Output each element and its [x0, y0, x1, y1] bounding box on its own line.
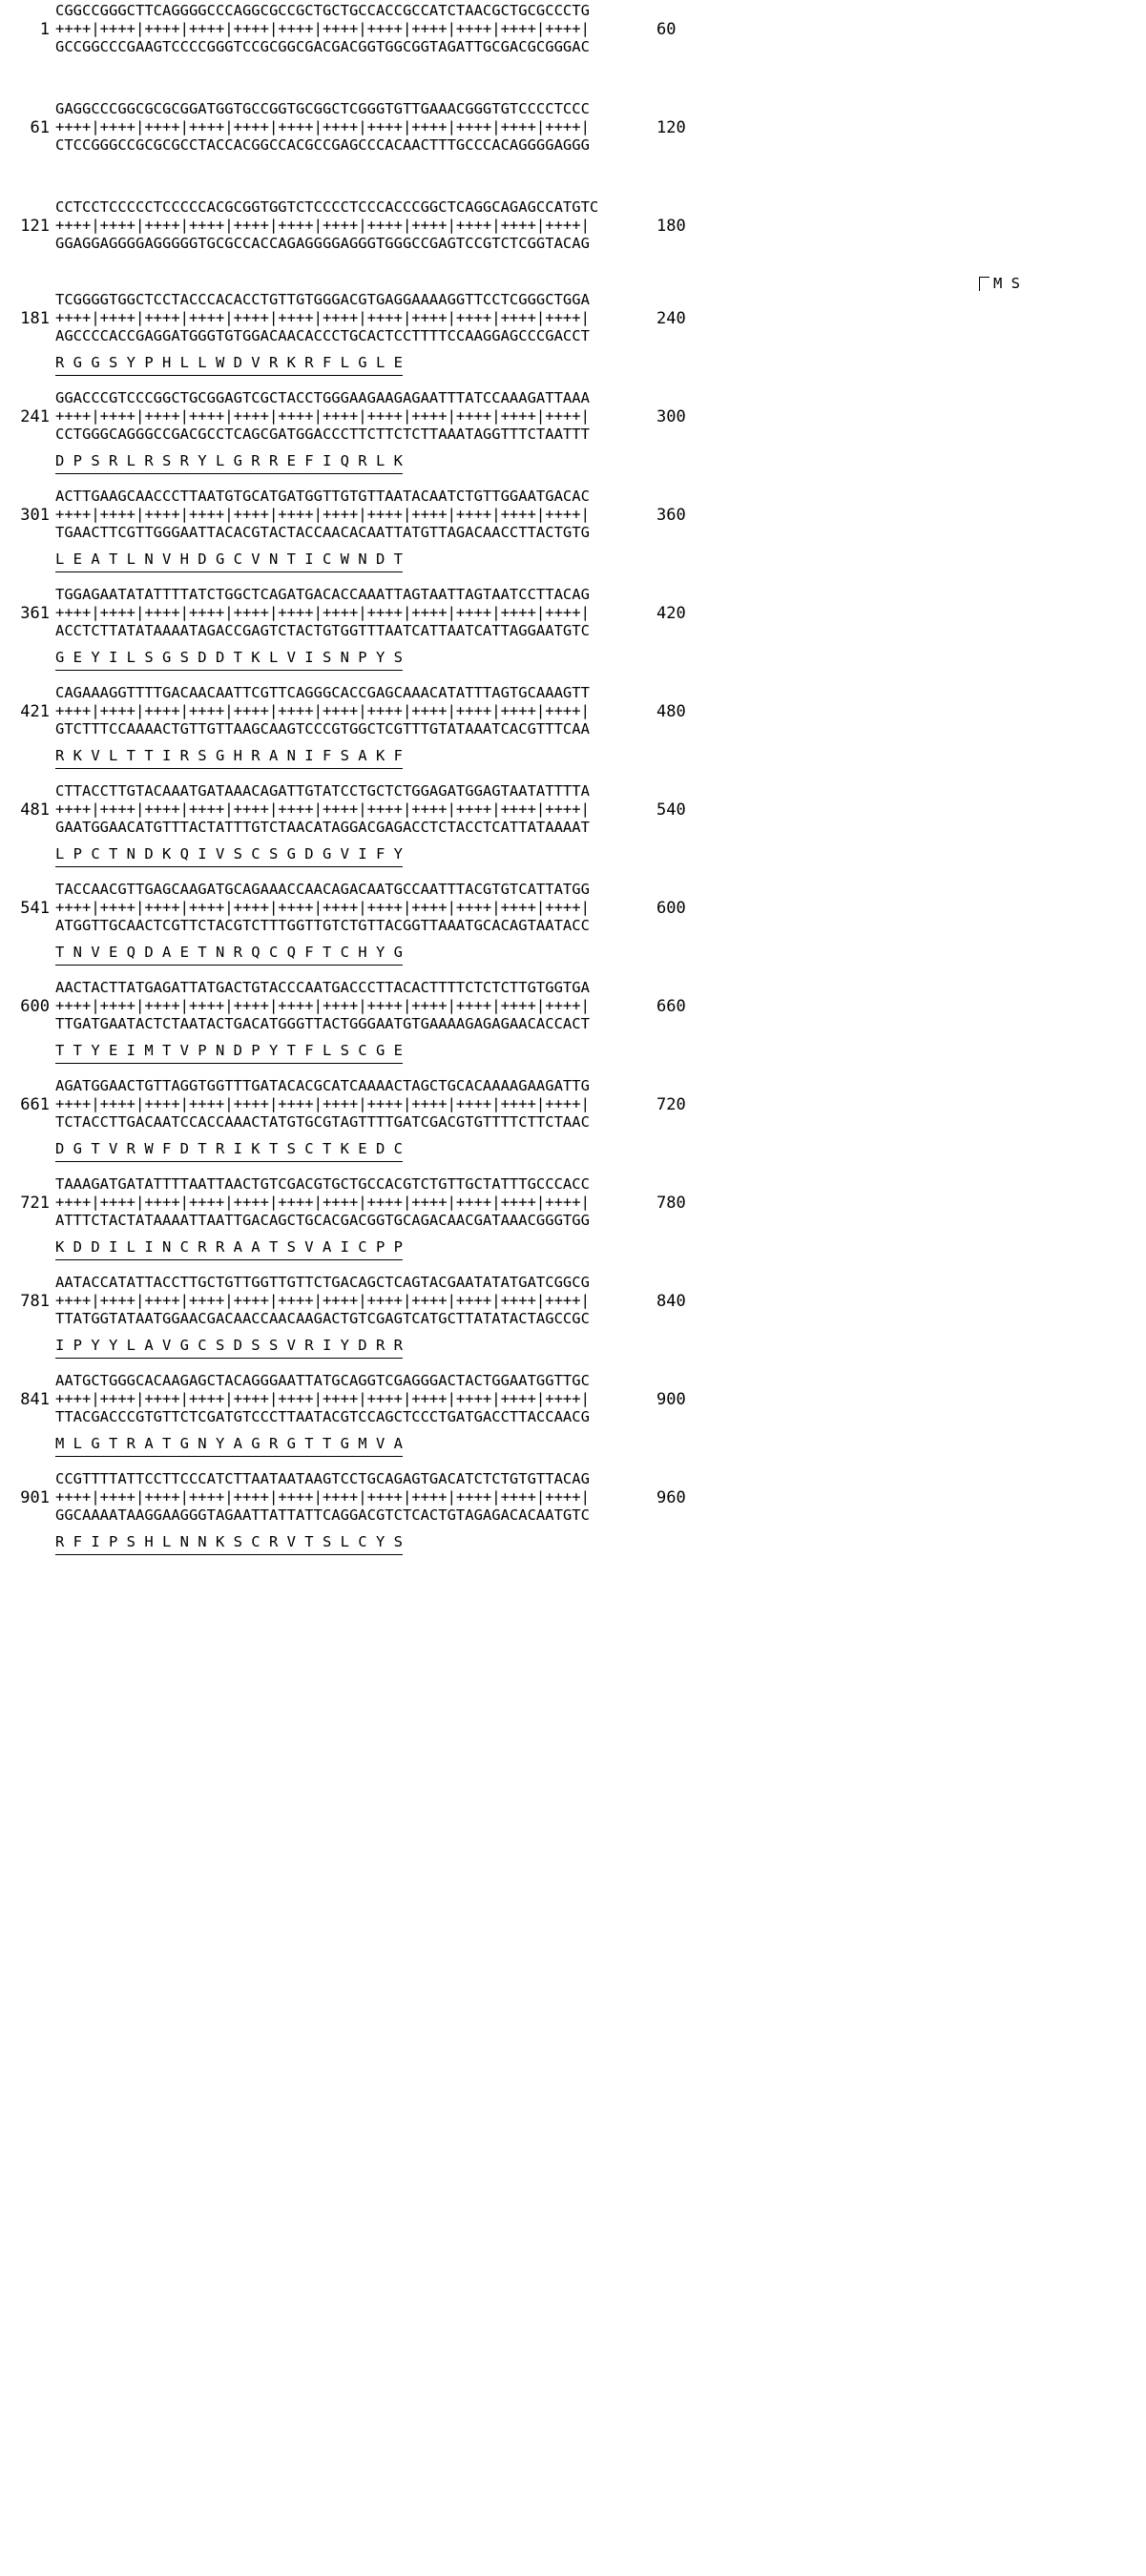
top-strand: CCGTTTTATTCCTTCCCATCTTAATAATAAGTCCTGCAGAGTGACATCTCTGTGTTACAG [55, 1470, 590, 1487]
top-strand: TCGGGGTGGCTCCTACCCACACCTGTTGTGGGACGTGAGGAAAAGGTTCCTCGGGCTGGA [55, 291, 590, 308]
right-position-number: 720 [656, 1095, 686, 1114]
spacer [656, 488, 714, 506]
protein-translation: D G T V R W F D T R I K T S C T K E D C [55, 1139, 403, 1162]
left-position-number-wrap [0, 1077, 55, 1114]
spacer [0, 979, 50, 997]
sequence-block [0, 1372, 1146, 1470]
sequence-block [0, 586, 1146, 684]
sequence-row [0, 100, 1146, 155]
sequence-row [0, 979, 1146, 1033]
translation-row [0, 444, 1146, 488]
left-position-number: 361 [20, 604, 50, 623]
spacer [0, 782, 50, 800]
protein-translation: L E A T L N V H D G C V N T I C W N D T [55, 550, 403, 572]
top-strand: GAGGCCCGGCGCGCGGATGGTGCCGGTGCGGCTCGGGTGTTGAAACGGGTGTCCCCTCCC [55, 100, 590, 117]
left-position-number-wrap [0, 782, 55, 820]
right-position-number-wrap [643, 488, 714, 525]
top-strand: GGACCCGTCCCGGCTGCGGAGTCGCTACCTGGGAAGAAGAGAATTTATCCAAAGATTAAA [55, 389, 590, 406]
bottom-strand: GAATGGAACATGTTTACTATTTGTCTAACATAGGACGAGACCTCTACCTCATTATAAAAT [55, 819, 590, 836]
ruler: ++++|++++|++++|++++|++++|++++|++++|++++|++++|++++|++++|++++| [55, 118, 590, 135]
right-position-number-wrap [643, 586, 714, 623]
left-position-number-wrap [0, 684, 55, 721]
sequence-row [0, 684, 1146, 738]
sequence-block [0, 389, 1146, 488]
bottom-strand: GGAGGAGGGGAGGGGGTGCGCCACCAGAGGGGAGGGTGGGCCGAGTCCGTCTCGGTACAG [55, 235, 590, 252]
sequence-block [0, 684, 1146, 782]
spacer [0, 684, 50, 702]
right-position-number-wrap [643, 389, 714, 426]
left-position-number-wrap [0, 881, 55, 918]
right-position-number-wrap [643, 2, 714, 39]
protein-translation: L P C T N D K Q I V S C S G D G V I F Y [55, 844, 403, 867]
sequence-block [0, 198, 1146, 291]
bottom-strand: AGCCCCACCGAGGATGGGTGTGGACAACACCCTGCACTCCTTTTCCAAGGAGCCCGACCT [55, 327, 590, 344]
bottom-strand: GTCTTTCCAAAACTGTTGTTAAGCAAGTCCCGTGGCTCGTTTGTATAAATCACGTTTCAA [55, 720, 590, 737]
protein-translation: R K V L T T I R S G H R A N I F S A K F [55, 746, 403, 769]
left-position-number: 721 [20, 1194, 50, 1213]
sequence-column [55, 291, 643, 345]
sequence-column [55, 782, 643, 837]
ruler: ++++|++++|++++|++++|++++|++++|++++|++++|++++|++++|++++|++++| [55, 1488, 590, 1506]
left-position-number-wrap [0, 1470, 55, 1507]
start-codon-marker [0, 253, 1146, 291]
left-position-number: 61 [30, 118, 50, 137]
left-position-number: 121 [20, 217, 50, 236]
ruler: ++++|++++|++++|++++|++++|++++|++++|++++|++++|++++|++++|++++| [55, 1194, 590, 1211]
spacer [656, 198, 714, 217]
bottom-strand: TTGATGAATACTCTAATACTGACATGGGTTACTGGGAATGTGAAAAGAGAGAACACCACT [55, 1015, 590, 1032]
sequence-row [0, 291, 1146, 345]
right-position-number: 540 [656, 800, 686, 820]
spacer [0, 1175, 50, 1194]
spacer [0, 1274, 50, 1292]
right-position-number-wrap [643, 198, 714, 236]
left-position-number: 781 [20, 1292, 50, 1311]
spacer [656, 586, 714, 604]
sequence-column [55, 586, 643, 640]
right-position-number: 60 [656, 20, 677, 39]
sequence-block [0, 1470, 1146, 1568]
top-strand: CCTCCTCCCCCTCCCCCACGCGGTGGTCTCCCCTCCCACCCGGCTCAGGCAGAGCCATGTC [55, 198, 599, 216]
sequence-row [0, 198, 1146, 253]
sequence-block [0, 782, 1146, 881]
spacer [0, 488, 50, 506]
ruler: ++++|++++|++++|++++|++++|++++|++++|++++|++++|++++|++++|++++| [55, 800, 590, 818]
left-position-number: 541 [20, 899, 50, 918]
sequence-column [55, 881, 643, 935]
sequence-block [0, 100, 1146, 198]
right-position-number: 360 [656, 506, 686, 525]
ruler: ++++|++++|++++|++++|++++|++++|++++|++++|++++|++++|++++|++++| [55, 1095, 590, 1112]
protein-translation: I P Y Y L A V G C S D S S V R I Y D R R [55, 1336, 403, 1359]
left-position-number: 421 [20, 702, 50, 721]
bottom-strand: ATGGTTGCAACTCGTTCTACGTCTTTGGTTGTCTGTTACGGTTAAATGCACAGTAATACC [55, 917, 590, 934]
translation-row [0, 1033, 1146, 1077]
translation-row [0, 1230, 1146, 1274]
sequence-block [0, 2, 1146, 100]
left-position-number: 661 [20, 1095, 50, 1114]
sequence-block [0, 1274, 1146, 1372]
sequence-column [55, 2, 643, 56]
sequence-column [55, 488, 643, 542]
sequence-column [55, 389, 643, 444]
ruler: ++++|++++|++++|++++|++++|++++|++++|++++|++++|++++|++++|++++| [55, 309, 590, 326]
right-position-number-wrap [643, 684, 714, 721]
spacer [0, 586, 50, 604]
top-strand: AATACCATATTACCTTGCTGTTGGTTGTTCTGACAGCTCAGTACGAATATATGATCGGCG [55, 1274, 590, 1291]
right-position-number-wrap [643, 782, 714, 820]
top-strand: TAAAGATGATATTTTAATTAACTGTCGACGTGCTGCCACGTCTGTTGCTATTTGCCCACC [55, 1175, 590, 1193]
spacer [0, 881, 50, 899]
ruler: ++++|++++|++++|++++|++++|++++|++++|++++|++++|++++|++++|++++| [55, 899, 590, 916]
sequence-row [0, 881, 1146, 935]
sequence-column [55, 1470, 643, 1525]
spacer [656, 389, 714, 407]
protein-translation: K D D I L I N C R R A A T S V A I C P P [55, 1237, 403, 1260]
right-position-number: 660 [656, 997, 686, 1016]
spacer [656, 1274, 714, 1292]
right-position-number-wrap [643, 979, 714, 1016]
left-position-number-wrap [0, 488, 55, 525]
sequence-row [0, 389, 1146, 444]
spacer [656, 100, 714, 118]
top-strand: CAGAAAGGTTTTGACAACAATTCGTTCAGGGCACCGAGCAAACATATTTAGTGCAAAGTT [55, 684, 590, 701]
ruler: ++++|++++|++++|++++|++++|++++|++++|++++|++++|++++|++++|++++| [55, 407, 590, 425]
sequence-block [0, 488, 1146, 586]
sequence-column [55, 979, 643, 1033]
sequence-row [0, 1274, 1146, 1328]
translation-row [0, 935, 1146, 979]
left-position-number: 841 [20, 1390, 50, 1409]
protein-translation: T N V E Q D A E T N R Q C Q F T C H Y G [55, 943, 403, 966]
sequence-block [0, 291, 1146, 389]
sequence-row [0, 782, 1146, 837]
bottom-strand: ACCTCTTATATAAAATAGACCGAGTCTACTGTGGTTTAATCATTAATCATTAGGAATGTC [55, 622, 590, 639]
spacer [0, 1470, 50, 1488]
sequence-row [0, 1077, 1146, 1132]
sequence-column [55, 198, 643, 253]
right-position-number: 120 [656, 118, 686, 137]
ruler: ++++|++++|++++|++++|++++|++++|++++|++++|++++|++++|++++|++++| [55, 702, 590, 719]
right-position-number: 780 [656, 1194, 686, 1213]
left-position-number: 600 [20, 997, 50, 1016]
left-position-number: 1 [39, 20, 50, 39]
sequence-row [0, 1175, 1146, 1230]
sequence-row [0, 2, 1146, 56]
translation-row [0, 542, 1146, 586]
sequence-column [55, 1274, 643, 1328]
right-position-number: 900 [656, 1390, 686, 1409]
sequence-column [55, 1077, 643, 1132]
spacer [656, 2, 714, 20]
top-strand: CGGCCGGGCTTCAGGGGCCCAGGCGCCGCTGCTGCCACCGCCATCTAACGCTGCGCCCTG [55, 2, 590, 19]
spacer [656, 979, 714, 997]
spacer [656, 291, 714, 309]
top-strand: AACTACTTATGAGATTATGACTGTACCCAATGACCCTTACACTTTTCTCTCTTGTGGTGA [55, 979, 590, 996]
left-position-number-wrap [0, 1274, 55, 1311]
translation-row [0, 56, 1146, 100]
ruler: ++++|++++|++++|++++|++++|++++|++++|++++|++++|++++|++++|++++| [55, 997, 590, 1014]
left-position-number-wrap [0, 198, 55, 236]
sequence-column [55, 1372, 643, 1426]
bottom-strand: CTCCGGGCCGCGCGCCTACCACGGCCACGCCGAGCCCACAACTTTGCCCACAGGGGAGGG [55, 136, 590, 154]
spacer [656, 1077, 714, 1095]
sequence-block [0, 1175, 1146, 1274]
left-position-number-wrap [0, 1372, 55, 1409]
spacer [656, 1175, 714, 1194]
ruler: ++++|++++|++++|++++|++++|++++|++++|++++|++++|++++|++++|++++| [55, 1390, 590, 1407]
top-strand: CTTACCTTGTACAAATGATAAACAGATTGTATCCTGCTCTGGAGATGGAGTAATATTTTA [55, 782, 590, 800]
ruler: ++++|++++|++++|++++|++++|++++|++++|++++|++++|++++|++++|++++| [55, 1292, 590, 1309]
spacer [656, 1372, 714, 1390]
spacer [656, 782, 714, 800]
top-strand: TACCAACGTTGAGCAAGATGCAGAAACCAACAGACAATGCCAATTTACGTGTCATTATGG [55, 881, 590, 898]
translation-row [0, 1426, 1146, 1470]
left-position-number-wrap [0, 389, 55, 426]
bottom-strand: GGCAAAATAAGGAAGGGTAGAATTATTATTCAGGACGTCTCACTGTAGAGACACAATGTC [55, 1506, 590, 1524]
bottom-strand: TCTACCTTGACAATCCACCAAACTATGTGCGTAGTTTTGATCGACGTGTTTTCTTCTAAC [55, 1113, 590, 1131]
right-position-number-wrap [643, 1077, 714, 1114]
spacer [656, 1470, 714, 1488]
translation-row [0, 345, 1146, 389]
right-position-number-wrap [643, 100, 714, 137]
spacer [0, 198, 50, 217]
bottom-strand: ATTTCTACTATAAAATTAATTGACAGCTGCACGACGGTGCAGACAACGATAAACGGGTGG [55, 1212, 590, 1229]
sequence-block [0, 979, 1146, 1077]
top-strand: AGATGGAACTGTTAGGTGGTTTGATACACGCATCAAAACTAGCTGCACAAAAGAAGATTG [55, 1077, 590, 1094]
protein-translation: R F I P S H L N N K S C R V T S L C Y S [55, 1532, 403, 1555]
left-position-number: 181 [20, 309, 50, 328]
right-position-number: 840 [656, 1292, 686, 1311]
translation-row [0, 1525, 1146, 1568]
spacer [0, 1077, 50, 1095]
bottom-strand: CCTGGGCAGGGCCGACGCCTCAGCGATGGACCCTTCTTCTCTTAAATAGGTTTCTAATTT [55, 426, 590, 443]
protein-translation: D P S R L R S R Y L G R R E F I Q R L K [55, 451, 403, 474]
bottom-strand: TGAACTTCGTTGGGAATTACACGTACTACCAACACAATTATGTTAGACAACCTTACTGTG [55, 524, 590, 541]
right-position-number: 600 [656, 899, 686, 918]
right-position-number: 960 [656, 1488, 686, 1507]
right-position-number-wrap [643, 1372, 714, 1409]
spacer [656, 881, 714, 899]
spacer [0, 389, 50, 407]
spacer [0, 100, 50, 118]
protein-translation: R G G S Y P H L L W D V R K R F L G L E [55, 353, 403, 376]
translation-row [0, 155, 1146, 198]
translation-row [0, 1132, 1146, 1175]
left-position-number: 901 [20, 1488, 50, 1507]
left-position-number: 301 [20, 506, 50, 525]
ruler: ++++|++++|++++|++++|++++|++++|++++|++++|++++|++++|++++|++++| [55, 20, 590, 37]
start-codon-label: M S [993, 275, 1020, 292]
sequence-column [55, 684, 643, 738]
sequence-column [55, 100, 643, 155]
spacer [0, 1372, 50, 1390]
right-position-number: 240 [656, 309, 686, 328]
left-position-number: 241 [20, 407, 50, 426]
left-position-number-wrap [0, 979, 55, 1016]
spacer [656, 684, 714, 702]
right-position-number-wrap [643, 1175, 714, 1213]
right-position-number: 420 [656, 604, 686, 623]
sequence-block [0, 881, 1146, 979]
spacer [0, 291, 50, 309]
sequence-row [0, 1470, 1146, 1525]
left-position-number-wrap [0, 1175, 55, 1213]
sequence-row [0, 1372, 1146, 1426]
sequence-block [0, 1077, 1146, 1175]
translation-row [0, 738, 1146, 782]
left-position-number-wrap [0, 586, 55, 623]
right-position-number-wrap [643, 1274, 714, 1311]
ruler: ++++|++++|++++|++++|++++|++++|++++|++++|++++|++++|++++|++++| [55, 506, 590, 523]
right-position-number-wrap [643, 1470, 714, 1507]
top-strand: ACTTGAAGCAACCCTTAATGTGCATGATGGTTGTGTTAATACAATCTGTTGGAATGACAC [55, 488, 590, 505]
sequence-column [55, 1175, 643, 1230]
bottom-strand: GCCGGCCCGAAGTCCCCGGGTCCGCGGCGACGACGGTGGCGGTAGATTGCGACGCGGGAC [55, 38, 590, 55]
protein-translation: T T Y E I M T V P N D P Y T F L S C G E [55, 1041, 403, 1064]
spacer [0, 2, 50, 20]
left-position-number: 481 [20, 800, 50, 820]
top-strand: AATGCTGGGCACAAGAGCTACAGGGAATTATGCAGGTCGAGGGACTACTGGAATGGTTGC [55, 1372, 590, 1389]
right-position-number-wrap [643, 291, 714, 328]
sequence-row [0, 586, 1146, 640]
left-position-number-wrap [0, 100, 55, 137]
translation-row [0, 837, 1146, 881]
top-strand: TGGAGAATATATTTTATCTGGCTCAGATGACACCAAATTAGTAATTAGTAATCCTTACAG [55, 586, 590, 603]
bottom-strand: TTACGACCCGTGTTCTCGATGTCCCTTAATACGTCCAGCTCCCTGATGACCTTACCAACG [55, 1408, 590, 1425]
sequence-row [0, 488, 1146, 542]
protein-translation: M L G T R A T G N Y A G R G T T G M V A [55, 1434, 403, 1457]
translation-row [0, 1328, 1146, 1372]
right-position-number-wrap [643, 881, 714, 918]
translation-row [0, 640, 1146, 684]
right-position-number: 480 [656, 702, 686, 721]
left-position-number-wrap [0, 291, 55, 328]
start-tick-icon [979, 277, 990, 291]
ruler: ++++|++++|++++|++++|++++|++++|++++|++++|++++|++++|++++|++++| [55, 217, 590, 234]
right-position-number: 180 [656, 217, 686, 236]
bottom-strand: TTATGGTATAATGGAACGACAACCAACAAGACTGTCGAGTCATGCTTATATACTAGCCGC [55, 1310, 590, 1327]
right-position-number: 300 [656, 407, 686, 426]
ruler: ++++|++++|++++|++++|++++|++++|++++|++++|++++|++++|++++|++++| [55, 604, 590, 621]
protein-translation: G E Y I L S G S D D T K L V I S N P Y S [55, 648, 403, 671]
left-position-number-wrap [0, 2, 55, 39]
